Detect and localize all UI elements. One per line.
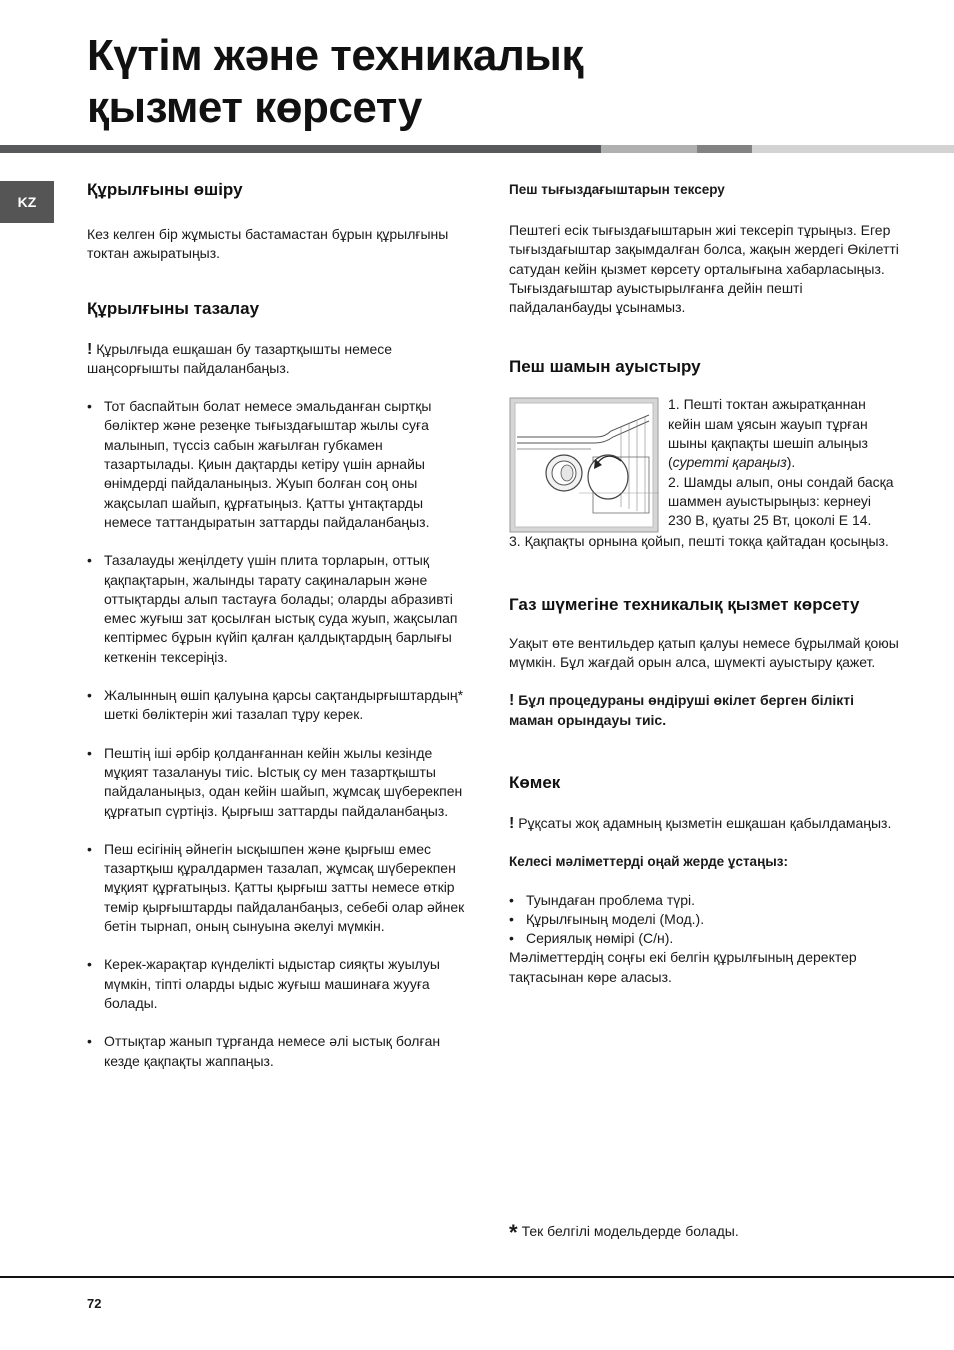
list-item: • Керек-жарақтар күнделікті ыдыстар сияқты жуылуы мүмкін, тіпті оларды ыдыс жуғыш машинаға жууға болады. bbox=[87, 955, 467, 1013]
asterisk-mark: * bbox=[509, 1220, 518, 1245]
list-item: • Тот баспайтын болат немесе эмальданған сыртқы бөліктер және резеңке тығыздағыштар жылы суға малынып, түссіз сабын жағылған губкамен тазартылады. Қиын дақтарды кетіру үшін арнайы өнімдерді пайдаланыңыз. Жуып болған соң оны жақсылап шайып, құрғатыңыз. Қатты ұнтақтарды немесе таттандыратын заттарды пайдаланбаңыз. bbox=[87, 397, 467, 532]
section-title-help: Көмек bbox=[509, 772, 561, 792]
header-band-light-2 bbox=[752, 145, 954, 153]
oven-lamp-illustration bbox=[509, 397, 659, 533]
help-subtitle: Келесі мәліметтерді оңай жерде ұстаңыз: bbox=[509, 854, 788, 870]
list-item: • Пеш есігінің әйнегін ысқышпен және қырғыш емес тазартқыш құралдармен тазалап, жұмсақ шүберекпен мұқият құрғатыңыз. Қатты қырғыш затты немесе өткір темір қырғыштарды пайдаланбаңыз, себебі олар әйнек бетін тырнап, оның сынуына әкелуі мүмкін. bbox=[87, 840, 467, 936]
help-warning bbox=[509, 814, 899, 833]
page-title bbox=[87, 30, 583, 134]
section-title-cleaning: Құрылғыны тазалау bbox=[87, 298, 260, 318]
list-item: • Жалынның өшіп қалуына қарсы сақтандырғыштардың* шеткі бөліктерін жиі тазалап тұру керек. bbox=[87, 686, 467, 725]
switch-off-text: Кез келген бір жұмысты бастамастан бұрын құрылғыны токтан ажыратыңыз. bbox=[87, 226, 449, 262]
header-band-dark bbox=[0, 145, 601, 153]
list-item: • Тазалауды жеңілдету үшін плита торларын, оттық қақпақтарын, жалынды тарату сақиналарын және оттықтарды алып тастауға болады; оларды абразивті емес жуғыш зат қосылған ыстық суда жуып, жақсылап кептірмес бұрын күйіп қалған қалдықтардың барлығы кеткенін тексеріңіз. bbox=[87, 551, 467, 667]
warning-mark-icon: ! bbox=[509, 692, 515, 710]
section-title-gas-tap: Газ шүмегіне техникалық қызмет көрсету bbox=[509, 594, 860, 614]
cleaning-warning-text: Құрылғыда ешқашан бу тазартқышты немесе шаңсорғышты пайдаланбаңыз. bbox=[87, 340, 393, 376]
help-after-text: Мәліметтердің соңғы екі белгін құрылғының деректер тақтасынан көре аласыз. bbox=[509, 949, 857, 985]
gas-tap-warning-text: Бұл процедураны өндіруші өкілет берген білікті маман орындауы тиіс. bbox=[509, 692, 855, 728]
right-column bbox=[509, 180, 899, 987]
list-item: • Сериялық нөмірі (С/н). bbox=[509, 929, 899, 948]
section-title-seals: Пеш тығыздағыштарын тексеру bbox=[509, 182, 725, 197]
gas-tap-text: Уақыт өте вентильдер қатып қалуы немесе бұрылмай қоюы мүмкін. Бұл жағдай орын алса, шүмекті ауыстыру қажет. bbox=[509, 634, 899, 671]
help-list bbox=[509, 891, 899, 949]
section-title-switch-off: Құрылғыны өшіру bbox=[87, 180, 243, 199]
list-item: • Құрылғының моделі (Мод.). bbox=[509, 910, 899, 929]
lamp-step-1-paren-close: ). bbox=[786, 454, 796, 471]
language-tab: KZ bbox=[0, 181, 54, 223]
list-item: • Оттықтар жанып тұрғанда немесе әлі ыстық болған кезде қақпақты жаппаңыз. bbox=[87, 1032, 467, 1071]
footnote-text: Тек белгілі модельдерде болады. bbox=[521, 1223, 739, 1239]
cleaning-warning bbox=[87, 340, 467, 379]
warning-mark-icon: ! bbox=[509, 814, 515, 832]
lamp-step-1-text: 1. Пешті токтан ажыратқаннан кейін шам ұясын жауып тұрған шыны қақпақты шешіп алыңыз bbox=[668, 396, 868, 452]
footer-divider bbox=[0, 1276, 954, 1278]
gas-tap-warning bbox=[509, 691, 899, 730]
lamp-step-1-paren-open: ( bbox=[668, 454, 673, 471]
footnote bbox=[509, 1220, 739, 1245]
list-item: • Туындаған проблема түрі. bbox=[509, 891, 899, 910]
lamp-step-3: 3. Қақпақты орнына қойып, пешті токқа қайтадан қосыңыз. bbox=[509, 533, 889, 550]
header-band-light-1 bbox=[601, 145, 697, 153]
cleaning-list bbox=[87, 397, 467, 1071]
list-item: • Пештің іші әрбір қолданғаннан кейін жылы кезінде мұқият тазалануы тиіс. Ыстық су мен тазартқышты пайдаланыңыз, одан кейін шайып, жұмсақ шүберекпен құрғатып сүртіңіз. Қырғыш заттарды пайдаланбаңыз. bbox=[87, 744, 467, 821]
see-figure-note: суретті қараңыз bbox=[672, 454, 787, 471]
seals-text: Пештегі есік тығыздағыштарын жиі тексеріп тұрыңыз. Егер тығыздағыштар зақымдалған болса, жақын жердегі Өкілетті сатудан кейін қызмет көрсету орталығына хабарласыңыз. Тығыздағыштар ауыстырылғанға дейін пешті пайдаланбауды ұсынамыз. bbox=[509, 222, 899, 316]
page-number: 72 bbox=[87, 1296, 102, 1311]
section-title-lamp: Пеш шамын ауыстыру bbox=[509, 357, 701, 377]
page-title-line-2: қызмет көрсету bbox=[87, 83, 422, 132]
lamp-steps bbox=[668, 395, 898, 530]
help-warning-text: Рұқсаты жоқ адамның қызметін ешқашан қабылдамаңыз. bbox=[518, 814, 892, 831]
lamp-step-1 bbox=[668, 395, 898, 472]
header-band-mid bbox=[697, 145, 752, 153]
lamp-step-2: 2. Шамды алып, оны сондай басқа шаммен ауыстырыңыз: кернеуі 230 В, қуаты 25 Вт, цоколі Е 14. bbox=[668, 473, 894, 529]
left-column bbox=[87, 180, 467, 1071]
warning-mark-icon: ! bbox=[87, 340, 93, 358]
page-title-line-1: Күтім және техникалық bbox=[87, 31, 583, 80]
lamp-block bbox=[509, 395, 899, 535]
